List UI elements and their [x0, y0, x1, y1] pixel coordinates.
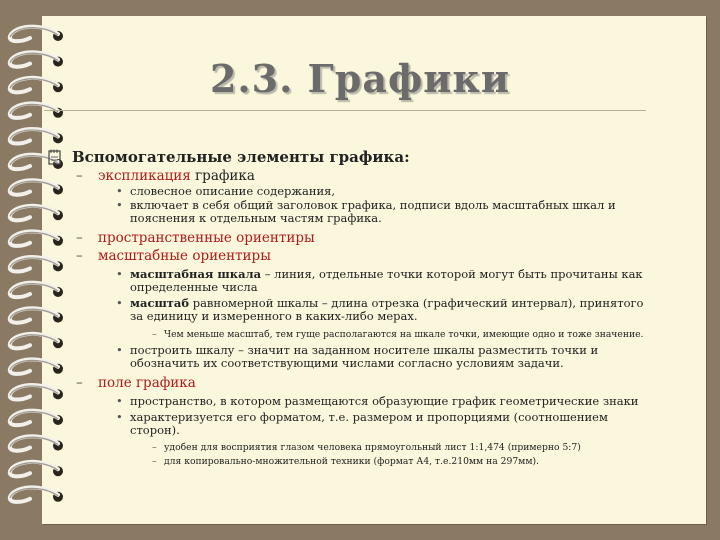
item-explication: – экспликация графика — [76, 168, 255, 184]
scale-note: – Чем меньше масштаб, тем гуще располагаются на шкале точки, имеющие одно и тоже значение. — [152, 329, 644, 340]
title-divider — [44, 110, 646, 111]
item-field: – поле графика — [76, 375, 196, 391]
binding-ring — [10, 27, 63, 42]
field-sub-2: • характеризуется его форматом, т.е. размером и пропорциями (соотношением сторон). — [116, 410, 608, 437]
explication-rest: графика — [190, 168, 255, 184]
notepad-bullet-icon — [48, 149, 62, 165]
slide-content — [48, 148, 658, 467]
field-note-1: – удобен для восприятия глазом человека прямоугольный лист 1:1,474 (примерно 5:7) — [152, 442, 581, 453]
binding-ring — [10, 129, 63, 144]
field-sub-1: • пространство, в котором размещаются образующие график геометрические знаки — [116, 394, 639, 408]
scale-sub-3: • построить шкалу – значит на заданном носителе шкалы разместить точки и обозначить их соответствующими числами согласно условиям задачи. — [116, 343, 599, 370]
item-scale: – масштабные ориентиры — [76, 248, 271, 264]
explication-sub-1: • словесное описание содержания, — [116, 184, 336, 198]
scale-sub-2: • масштаб равномерной шкалы – длина отрезка (графический интервал), принятого за единицу и измеренного в каких-либо мерах. — [116, 296, 644, 323]
explication-sub-2: • включает в себя общий заголовок графика, подписи вдоль масштабных шкал и пояснения к отдельным частям графика. — [116, 198, 616, 225]
slide-title: 2.3. Графики — [209, 56, 511, 101]
scale-sub-1: • масштабная шкала – линия, отдельные точки которой могут быть прочитаны как определенные числа — [116, 267, 643, 294]
item-spatial: – пространственные ориентиры — [76, 230, 315, 246]
main-bullet — [48, 148, 658, 166]
field-note-2: – для копировально-множительной техники (формат А4, т.е.210мм на 297мм). — [152, 456, 539, 467]
binding-ring — [10, 487, 63, 502]
main-heading: Вспомогательные элементы графика: — [72, 148, 410, 166]
explication-term: экспликация — [98, 168, 191, 184]
